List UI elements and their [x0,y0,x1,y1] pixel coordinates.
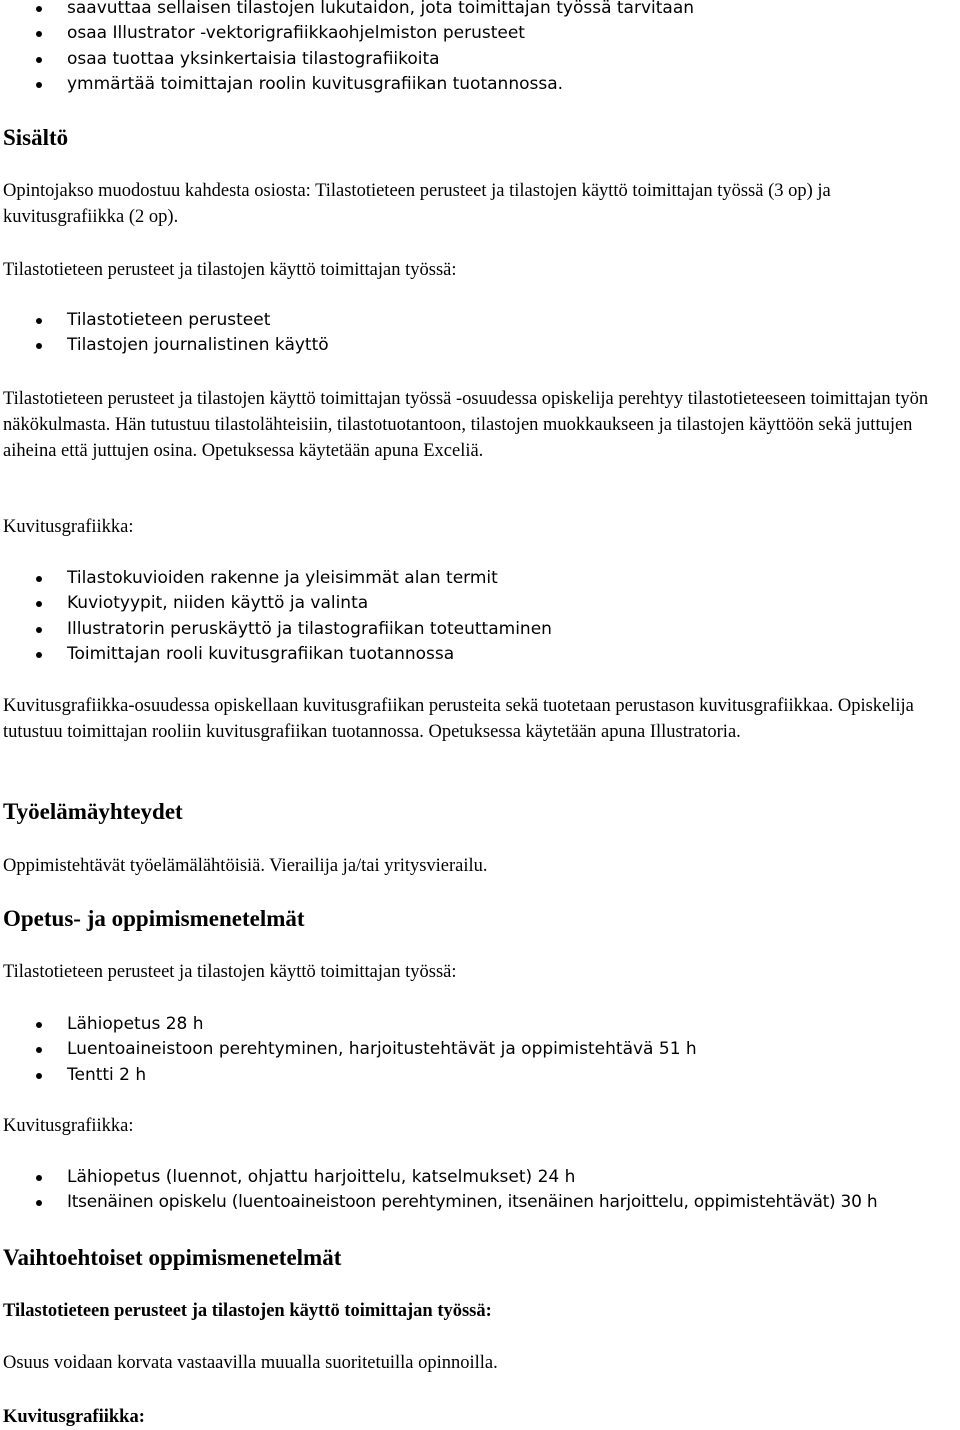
tyoelama-text: Oppimistehtävät työelämälähtöisiä. Vierailija ja/tai yritysvierailu. [3,856,488,876]
sisalto-intro: Opintojakso muodostuu kahdesta osiosta: Tilastotieteen perusteet ja tilastojen käyttö toimittajan työssä (3 op) ja kuvitusgrafiikka (2 op). [3,181,831,227]
sisalto-part2-label: Kuvitusgrafiikka: [3,517,134,537]
list-item-text: Tilastotieteen perusteet [67,310,271,330]
sisalto-part2-text: Kuvitusgrafiikka-osuudessa opiskellaan kuvitusgrafiikan perusteita sekä tuotetaan perustason kuvitusgrafiikkaa. Opiskelija tutustuu toimittajan rooliin kuvitusgrafiikan tuotannossa. Opetuksessa käytetään apuna Illustratoria. [3,696,914,742]
bullet-icon [36,318,42,324]
list-item-text: osaa Illustrator -vektorigrafiikkaohjelmiston perusteet [67,23,525,44]
opetus-heading: Opetus- ja oppimismenetelmät [3,906,305,931]
bullet-icon [36,343,42,349]
bullet-icon [36,1073,42,1079]
vaihto-part2-label: Kuvitusgrafiikka: [3,1407,145,1427]
list-item [0,566,960,591]
vaihto-part1-label: Tilastotieteen perusteet ja tilastojen käyttö toimittajan työssä: [3,1301,492,1321]
list-item-text: ymmärtää toimittajan roolin kuvitusgrafiikan tuotannossa. [67,73,564,94]
list-item-text: Lähiopetus (luennot, ohjattu harjoittelu, katselmukset) 24 h [67,1167,576,1187]
opetus-part2-label: Kuvitusgrafiikka: [3,1116,134,1136]
list-item-text: Luentoaineistoon perehtyminen, harjoitustehtävät ja oppimistehtävä 51 h [67,1039,697,1060]
bullet-icon [36,1200,42,1206]
list-item-text: Illustratorin peruskäyttö ja tilastografiikan toteuttaminen [67,618,552,639]
list-item-text: Tilastokuvioiden rakenne ja yleisimmät alan termit [67,568,498,588]
bullet-icon [36,601,42,607]
list-item [0,1063,960,1088]
list-item-text: Tentti 2 h [67,1064,147,1085]
bullet-icon [36,82,42,88]
sisalto-part1-list [0,308,960,359]
list-item [0,1037,960,1062]
sisalto-heading: Sisältö [3,125,69,150]
vaihto-part1-text: Osuus voidaan korvata vastaavilla muualla suoritetuilla opinnoilla. [3,1353,498,1373]
bullet-icon [36,1175,42,1181]
bullet-icon [36,652,42,658]
list-item-text: Lähiopetus 28 h [67,1014,204,1034]
list-item [0,591,960,616]
sisalto-part2-list [0,566,960,667]
list-item [0,21,960,46]
list-item-text: Itsenäinen opiskelu (luentoaineistoon perehtyminen, itsenäinen harjoittelu, oppimistehtävät) 30 h [67,1192,878,1213]
list-item [0,1165,960,1190]
intro-bullet-list [0,0,960,97]
list-item [0,1190,960,1215]
list-item [0,1012,960,1037]
list-item [0,47,960,72]
bullet-icon [36,576,42,582]
list-item [0,72,960,97]
opetus-part1-label: Tilastotieteen perusteet ja tilastojen käyttö toimittajan työssä: [3,962,457,982]
list-item [0,333,960,358]
bullet-icon [36,57,42,63]
list-item-text: Toimittajan rooli kuvitusgrafiikan tuotannossa [67,643,455,664]
bullet-icon [36,1022,42,1028]
list-item-text: Tilastojen journalistinen käyttö [67,335,329,356]
list-item [0,0,960,21]
vaihto-heading: Vaihtoehtoiset oppimismenetelmät [3,1245,342,1270]
list-item [0,308,960,333]
opetus-part1-list [0,1012,960,1088]
sisalto-part1-text: Tilastotieteen perusteet ja tilastojen käyttö toimittajan työssä -osuudessa opiskelija perehtyy tilastotieteeseen toimittajan työn näkökulmasta. Hän tutustuu tilastolähteisiin, tilastotuotantoon, tilastojen muokkaukseen ja tilastojen käyttöön sekä juttujen aiheina että juttujen osina. Opetuksessa käytetään apuna Exceliä. [3,389,929,461]
bullet-icon [36,627,42,633]
tyoelama-heading: Työelämäyhteydet [3,799,183,824]
list-item-text: saavuttaa sellaisen tilastojen lukutaidon, jota toimittajan työssä tarvitaan [67,0,695,18]
sisalto-part1-label: Tilastotieteen perusteet ja tilastojen käyttö toimittajan työssä: [3,260,457,280]
bullet-icon [36,6,42,12]
list-item [0,617,960,642]
list-item [0,642,960,667]
list-item-text: osaa tuottaa yksinkertaisia tilastografiikoita [67,48,440,69]
opetus-part2-list [0,1165,960,1216]
bullet-icon [36,31,42,37]
bullet-icon [36,1047,42,1053]
list-item-text: Kuviotyypit, niiden käyttö ja valinta [67,593,369,614]
